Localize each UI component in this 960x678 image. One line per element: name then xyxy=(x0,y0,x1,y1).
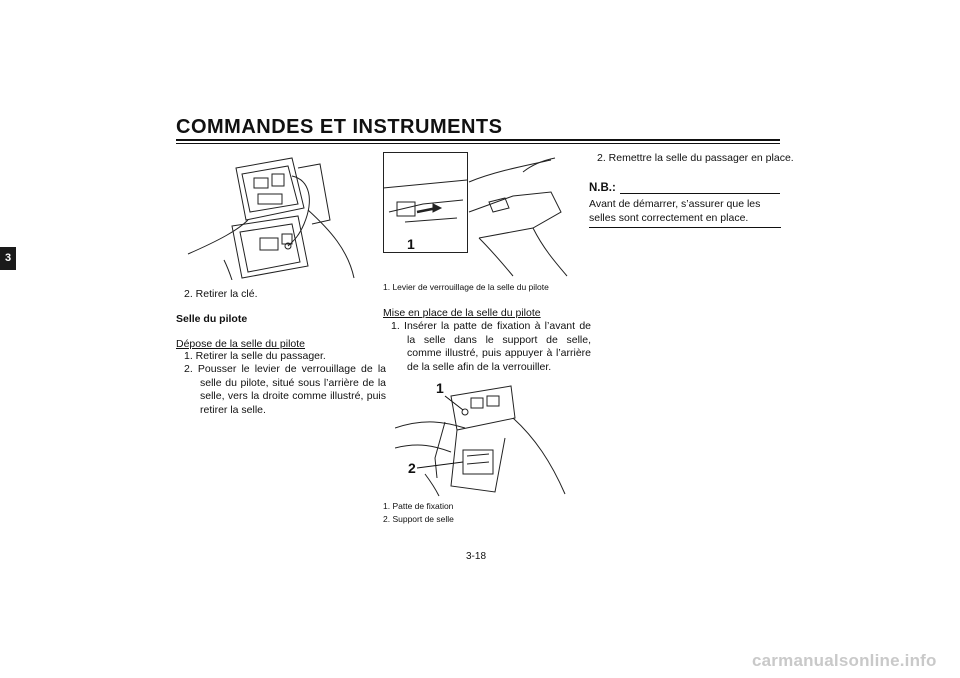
section-title-rider-seat: Selle du pilote xyxy=(176,313,248,325)
page-number: 3-18 xyxy=(466,551,487,562)
step-replace-passenger-seat: 2. Remettre la selle du passager en place. xyxy=(597,152,794,164)
fig2-label-2: 2 xyxy=(408,460,416,476)
nb-heading-rule xyxy=(620,193,780,194)
figure-seat-bracket xyxy=(395,378,575,498)
step-remove-passenger-seat: 1. Retirer la selle du passager. xyxy=(184,350,326,362)
title-rule-thin xyxy=(176,143,780,144)
nb-bottom-rule xyxy=(589,227,781,228)
fig1-caption: 1. Levier de verrouillage de la selle du pilote xyxy=(383,282,549,292)
fig2-caption-1: 1. Patte de fixation xyxy=(383,501,454,511)
fig1-label-1: 1 xyxy=(407,236,415,252)
footer-watermark[interactable]: carmanualsonline.info xyxy=(752,651,937,670)
fig2-caption-2: 2. Support de selle xyxy=(383,514,454,524)
nb-heading: N.B.: xyxy=(589,182,616,194)
subsection-remove-seat: Dépose de la selle du pilote xyxy=(176,338,306,350)
nb-text: Avant de démarrer, s’assurer que les selles sont correctement en place. xyxy=(589,198,761,224)
step-remove-key: 2. Retirer la clé. xyxy=(184,288,258,300)
figure-key-compartment xyxy=(180,150,356,280)
step-push-lever: 2. Pousser le levier de verrouillage de la selle du pilote, situé sous l’arrière de la selle, vers la droite comme illustré, puis retirer la selle. xyxy=(184,363,386,416)
title-rule xyxy=(176,139,780,141)
chapter-tab: 3 xyxy=(0,247,16,270)
step-insert-seat: 1. Insérer la patte de fixation à l’avant de la selle dans le support de selle, comme illustré, puis appuyer à l’arrière de la selle afin de la verrouiller. xyxy=(391,320,591,373)
page-title: COMMANDES ET INSTRUMENTS xyxy=(176,116,503,138)
fig2-label-1: 1 xyxy=(436,380,444,396)
subsection-install-seat: Mise en place de la selle du pilote xyxy=(383,307,541,319)
figure-lock-lever xyxy=(383,152,569,278)
